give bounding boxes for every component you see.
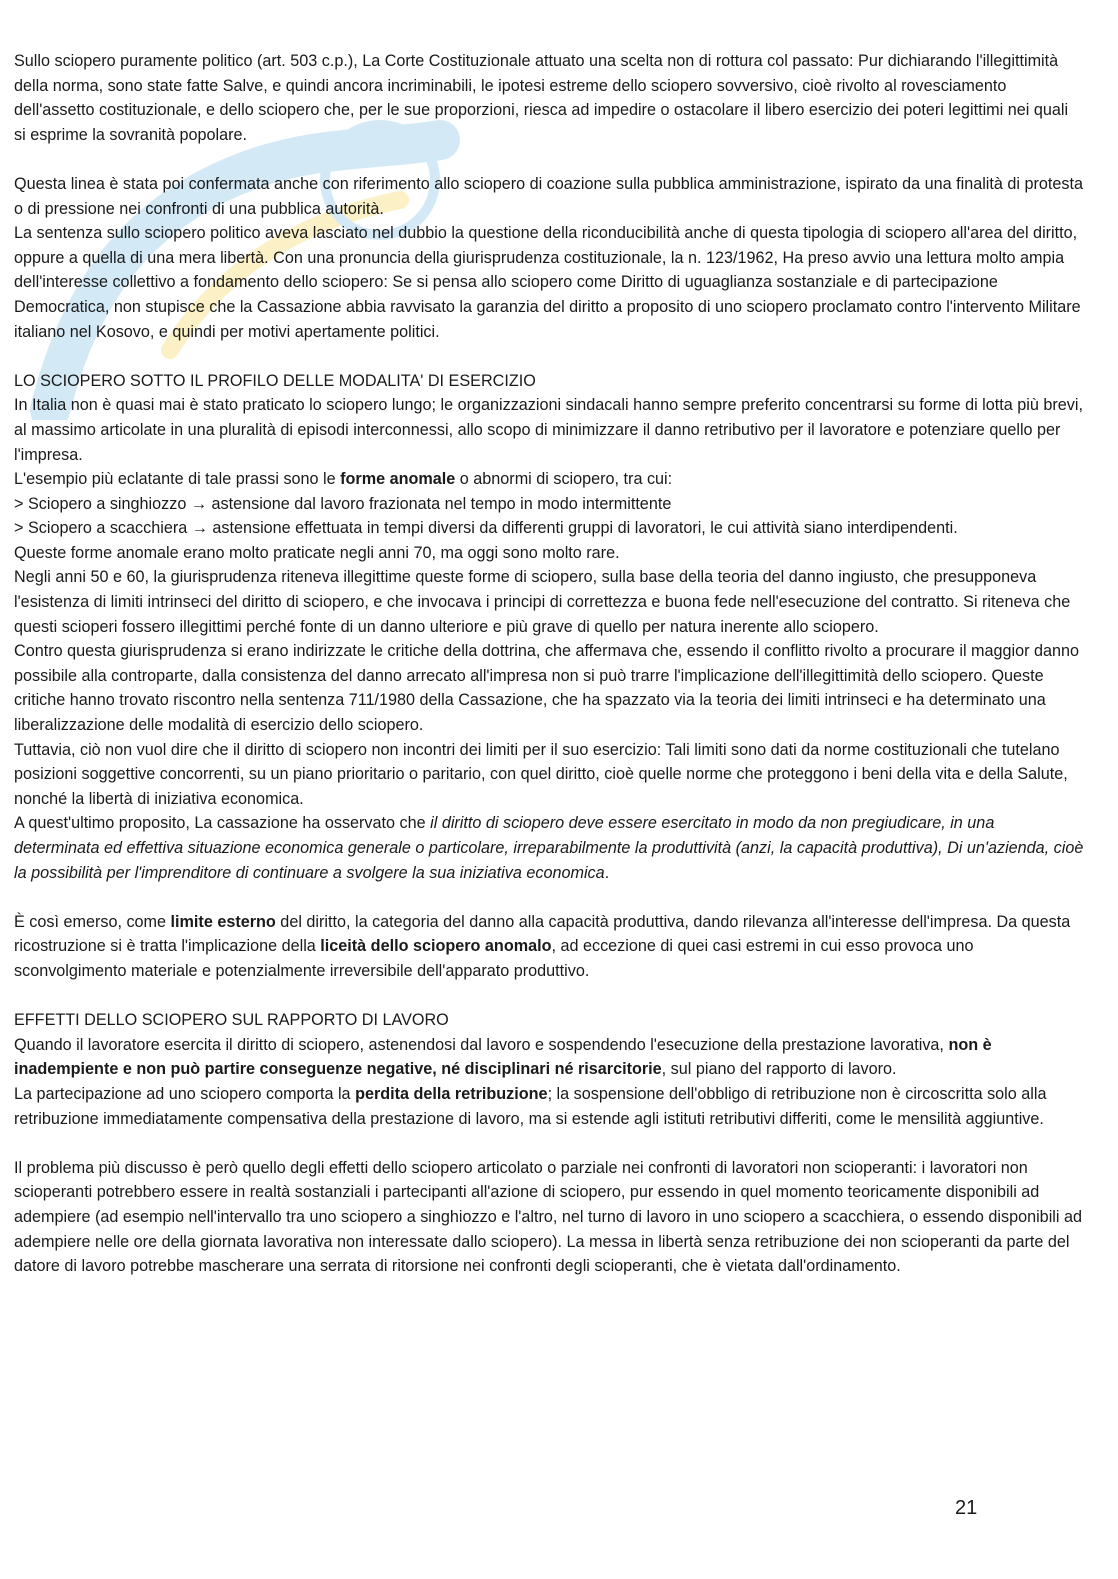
bold-text: limite esterno	[170, 912, 276, 931]
bold-text: non è inadempiente e non può partire conseguenze negative, né disciplinari né risarcitorie	[14, 1035, 992, 1079]
text-run: A quest'ultimo proposito, La cassazione ha osservato che	[14, 814, 431, 833]
text-run: ; la sospensione dell'obbligo di retribuzione non è circoscritta solo alla retribuzione immediatamente compensativa della prestazione di lavoro, ma si estende agli istituti retributivi differiti, come le mensilità aggiuntive.	[14, 1084, 1047, 1128]
paragraph: Negli anni 50 e 60, la giurisprudenza riteneva illegittime queste forme di sciopero, sulla base della teoria del danno ingiusto, che presupponeva l'esistenza di limiti intrinseci del diritto di sciopero, e che invocava i principi di correttezza e buona fede nell'esecuzione del contratto. Si riteneva che questi scioperi fossero illegittimi perché fonte di un danno ulteriore e più grave di quello per natura inerente allo sciopero.	[14, 568, 1071, 636]
text-run: L'esempio più eclatante di tale prassi sono le	[14, 470, 341, 489]
bold-text: liceità dello sciopero anomalo	[320, 937, 552, 956]
paragraph: Queste forme anomale erano molto praticate negli anni 70, ma oggi sono molto rare.	[14, 543, 620, 562]
text-run: , sul piano del rapporto di lavoro.	[661, 1060, 897, 1079]
text-run: o abnormi di sciopero, tra cui:	[455, 470, 673, 489]
paragraph	[14, 1082, 1084, 1131]
paragraph: Sullo sciopero puramente politico (art. 503 c.p.), La Corte Costituzionale attuato una scelta non di rottura col passato: Pur dichiarando l'illegittimità della norma, sono state fatte Salve, e quindi ancora incriminabili, le ipotesi estreme dello sciopero sovversivo, cioè rivolto al rovesciamento dell'assetto costituzionale, e dello sciopero che, per le sue proporzioni, riesca ad impedire o ostacolare il libero esercizio dei poteri legittimi nei quali si esprime la sovranità popolare.	[14, 52, 1069, 144]
paragraph	[14, 811, 1084, 885]
document-body	[14, 49, 1084, 1279]
italic-quote: il diritto di sciopero deve essere esercitato in modo da non pregiudicare, in una determinata ed effettiva situazione economica generale o particolare, irreparabilmente la produttività (anzi, la capacità produttiva), Di un'azienda, cioè la possibilità per l'imprenditore di continuare a svolgere la sua iniziativa economica	[14, 814, 1084, 882]
text-run: La partecipazione ad uno sciopero comporta la	[14, 1084, 356, 1103]
paragraph: In Italia non è quasi mai è stato praticato lo sciopero lungo; le organizzazioni sindacali hanno sempre preferito concentrarsi su forme di lotta più brevi, al massimo articolate in una pluralità di episodi interconnessi, allo scopo di minimizzare il danno retributivo per il lavoratore e potenziare quello per l'impresa.	[14, 396, 1083, 464]
list-item: > Sciopero a scacchiera → astensione effettuata in tempi diversi da differenti gruppi di lavoratori, le cui attività siano interdipendenti.	[14, 519, 958, 538]
paragraph	[14, 910, 1084, 984]
text-run: .	[604, 863, 610, 882]
bold-text: perdita della retribuzione	[355, 1084, 548, 1103]
section-heading: LO SCIOPERO SOTTO IL PROFILO DELLE MODALITA' DI ESERCIZIO	[14, 371, 536, 390]
paragraph: La sentenza sullo sciopero politico aveva lasciato nel dubbio la questione della riconducibilità anche di questa tipologia di sciopero all'area del diritto, oppure a quella di una mera libertà. Con una pronuncia della giurisprudenza costituzionale, la n. 123/1962, Ha preso avvio una lettura molto ampia dell'interesse collettivo a fondamento dello sciopero: Se si pensa allo sciopero come Diritto di uguaglianza sostanziale e di partecipazione Democratica, non stupisce che la Cassazione abbia ravvisato la garanzia del diritto a proposito di uno sciopero proclamato contro l'intervento Militare italiano nel Kosovo, e quindi per motivi apertamente politici.	[14, 224, 1081, 341]
paragraph: Questa linea è stata poi confermata anche con riferimento allo sciopero di coazione sulla pubblica amministrazione, ispirato da una finalità di protesta o di pressione nei confronti di una pubblica autorità.	[14, 174, 1083, 218]
text-run: Quando il lavoratore esercita il diritto di sciopero, astenendosi dal lavoro e sospendendo l'esecuzione della prestazione lavorativa,	[14, 1035, 949, 1054]
text-run: È così emerso, come	[14, 912, 171, 931]
paragraph: Il problema più discusso è però quello degli effetti dello sciopero articolato o parziale nei confronti di lavoratori non scioperanti: i lavoratori non scioperanti potrebbero essere in realtà sostanziali i partecipanti all'azione di sciopero, pur essendo in quel momento teoricamente disponibili ad adempiere (ad esempio nell'intervallo tra uno sciopero a singhiozzo e l'altro, nel turno di lavoro in uno sciopero a scacchiera, o essendo disponibili ad adempiere nelle ore della giornata lavorativa non interessate dallo sciopero). La messa in libertà senza retribuzione dei non scioperanti da parte del datore di lavoro potrebbe mascherare una serrata di ritorsione nei confronti degli scioperanti, che è vietata dall'ordinamento.	[14, 1158, 1082, 1276]
paragraph	[14, 467, 1084, 492]
text-run: , ad eccezione di quei casi estremi in cui esso provoca uno sconvolgimento materiale e potenzialmente irreversibile dell'apparato produttivo.	[14, 937, 974, 980]
section-heading: EFFETTI DELLO SCIOPERO SUL RAPPORTO DI LAVORO	[14, 1011, 449, 1030]
paragraph: Contro questa giurisprudenza si erano indirizzate le critiche della dottrina, che affermava che, essendo il conflitto rivolto a procurare il maggior danno possibile alla controparte, dalla consistenza del danno arrecato all'impresa non si può trarre l'implicazione dell'illegittimità dello sciopero. Queste critiche hanno trovato riscontro nella sentenza 711/1980 della Cassazione, che ha spazzato via la teoria dei limiti intrinseci e ha determinato una liberalizzazione delle modalità di esercizio dello sciopero.	[14, 642, 1080, 735]
list-item: > Sciopero a singhiozzo → astensione dal lavoro frazionata nel tempo in modo intermittente	[14, 494, 672, 513]
paragraph	[14, 1033, 1084, 1082]
text-run: del diritto, la categoria del danno alla capacità produttiva, dando rilevanza all'interesse dell'impresa. Da questa ricostruzione si è tratta l'implicazione della	[14, 912, 1071, 956]
paragraph: Tuttavia, ciò non vuol dire che il diritto di sciopero non incontri dei limiti per il suo esercizio: Tali limiti sono dati da norme costituzionali che tutelano posizioni soggettive concorrenti, su un piano prioritario o paritario, con quel diritto, cioè quelle norme che proteggono i beni della vita e della Salute, nonché la libertà di iniziativa economica.	[14, 740, 1068, 808]
bold-text: forme anomale	[340, 470, 456, 489]
page-number: 21	[955, 1497, 978, 1519]
